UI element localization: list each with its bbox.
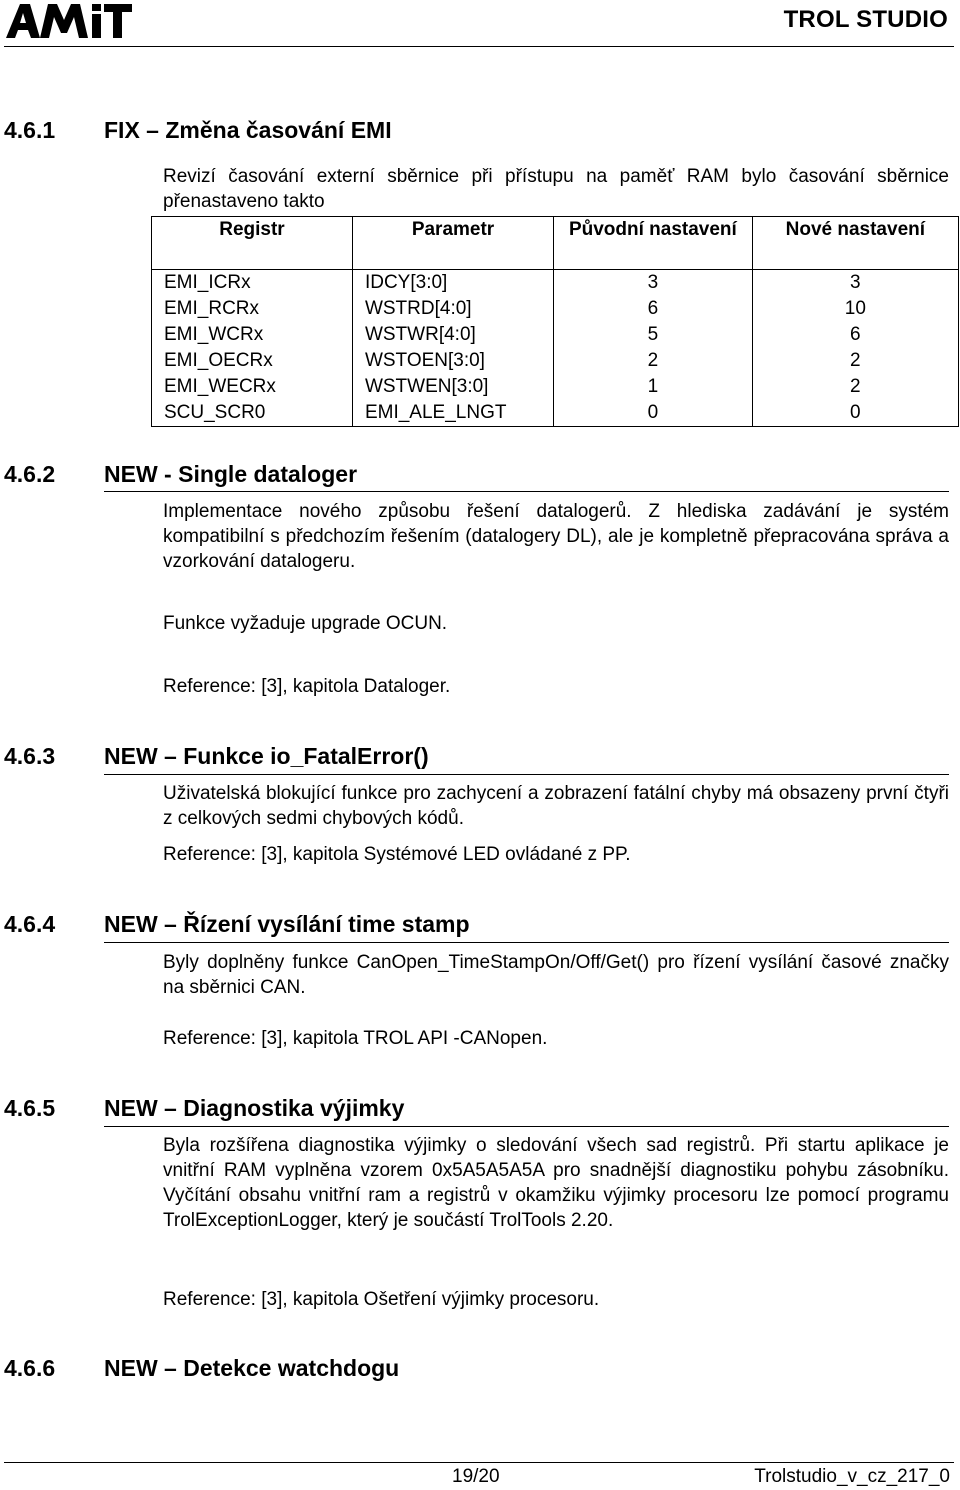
section-heading <box>4 911 470 938</box>
section-heading <box>4 743 429 770</box>
section-rule <box>104 491 949 492</box>
section-number: 4.6.3 <box>4 743 56 769</box>
table-row <box>152 270 959 297</box>
section-heading <box>4 1095 404 1122</box>
section-paragraph: Uživatelská blokující funkce pro zachycení a zobrazení fatální chyby má obsazeny první čtyři z celkových sedmi chybových kódů. <box>163 783 949 829</box>
table-cell: 2 <box>752 374 958 400</box>
section-reference: Reference: [3], kapitola Systémové LED ovládané z PP. <box>163 844 631 865</box>
section-number: 4.6.2 <box>4 461 56 487</box>
section-number: 4.6.6 <box>4 1355 56 1381</box>
section-number: 4.6.1 <box>4 117 56 143</box>
table-cell: EMI_RCRx <box>152 296 353 322</box>
document-id: Trolstudio_v_cz_217_0 <box>754 1466 950 1487</box>
footer-rule <box>4 1462 954 1463</box>
section-title: NEW – Detekce watchdogu <box>104 1355 400 1381</box>
table-row <box>152 296 959 322</box>
table-cell: 0 <box>752 400 958 427</box>
header-rule <box>4 46 954 47</box>
column-header-puvodni: Původní nastavení <box>554 217 753 270</box>
table-cell: 6 <box>752 322 958 348</box>
section-rule <box>104 942 949 943</box>
section-title: NEW – Funkce io_FatalError() <box>104 743 429 769</box>
table-cell: 10 <box>752 296 958 322</box>
table-cell: 0 <box>554 400 753 427</box>
section-rule <box>104 1126 949 1127</box>
table-cell: WSTWR[4:0] <box>352 322 553 348</box>
table-cell: SCU_SCR0 <box>152 400 353 427</box>
table-header-row <box>152 217 959 270</box>
section-paragraph: Funkce vyžaduje upgrade OCUN. <box>163 613 448 634</box>
table-cell: EMI_ICRx <box>152 270 353 297</box>
amit-logo <box>4 0 134 40</box>
table-cell: 3 <box>554 270 753 297</box>
table-cell: 3 <box>752 270 958 297</box>
section-intro: Revizí časování externí sběrnice při přístupu na paměť RAM bylo časování sběrnice přenastaveno takto <box>163 166 949 212</box>
page-header <box>0 0 960 44</box>
table-cell: 2 <box>752 348 958 374</box>
table-cell: 1 <box>554 374 753 400</box>
section-paragraph: Byla rozšířena diagnostika výjimky o sledování všech sad registrů. Při startu aplikace je vnitřní RAM vyplněna vzorem 0x5A5A5A5A pro snadnější diagnostiku pohybu zásobníku. Vyčítání obsahu vnitřní ram a registrů v okamžiku výjimky procesoru lze pomocí programu TrolExceptionLogger, který je součástí TrolTools 2.20. <box>163 1135 949 1231</box>
table-row <box>152 400 959 427</box>
section-heading <box>4 461 357 488</box>
section-paragraph: Implementace nového způsobu řešení datalogerů. Z hlediska zadávání je systém kompatibilní s předchozím řešením (datalogery DL), ale je kompletně přepracována správa a vzorkování datalogeru. <box>163 501 949 572</box>
brand-title: TROL STUDIO <box>783 6 948 33</box>
table-cell: 6 <box>554 296 753 322</box>
section-rule <box>104 774 949 775</box>
table-cell: EMI_ALE_LNGT <box>352 400 553 427</box>
section-paragraph: Byly doplněny funkce CanOpen_TimeStampOn/Off/Get() pro řízení vysílání časové značky na sběrnici CAN. <box>163 952 949 998</box>
table-cell: 2 <box>554 348 753 374</box>
section-reference: Reference: [3], kapitola Ošetření výjimky procesoru. <box>163 1289 600 1310</box>
column-header-parametr: Parametr <box>352 217 553 270</box>
table-cell: 5 <box>554 322 753 348</box>
table-cell: IDCY[3:0] <box>352 270 553 297</box>
table-cell: EMI_WECRx <box>152 374 353 400</box>
table-row <box>152 374 959 400</box>
section-number: 4.6.4 <box>4 911 56 937</box>
section-reference: Reference: [3], kapitola Dataloger. <box>163 676 451 697</box>
section-heading <box>4 117 392 144</box>
table-cell: EMI_OECRx <box>152 348 353 374</box>
table-row <box>152 348 959 374</box>
section-title: NEW – Řízení vysílání time stamp <box>104 911 470 937</box>
section-title: NEW – Diagnostika výjimky <box>104 1095 405 1121</box>
column-header-nove: Nové nastavení <box>752 217 958 270</box>
page-number: 19/20 <box>452 1466 500 1487</box>
emi-timing-table <box>151 216 959 427</box>
section-number: 4.6.5 <box>4 1095 56 1121</box>
section-heading <box>4 1355 399 1382</box>
table-cell: WSTRD[4:0] <box>352 296 553 322</box>
table-cell: WSTOEN[3:0] <box>352 348 553 374</box>
table-cell: WSTWEN[3:0] <box>352 374 553 400</box>
section-title: FIX – Změna časování EMI <box>104 117 392 143</box>
column-header-registr: Registr <box>152 217 353 270</box>
table-cell: EMI_WCRx <box>152 322 353 348</box>
section-title: NEW - Single dataloger <box>104 461 358 487</box>
section-reference: Reference: [3], kapitola TROL API -CANopen. <box>163 1028 548 1049</box>
table-row <box>152 322 959 348</box>
